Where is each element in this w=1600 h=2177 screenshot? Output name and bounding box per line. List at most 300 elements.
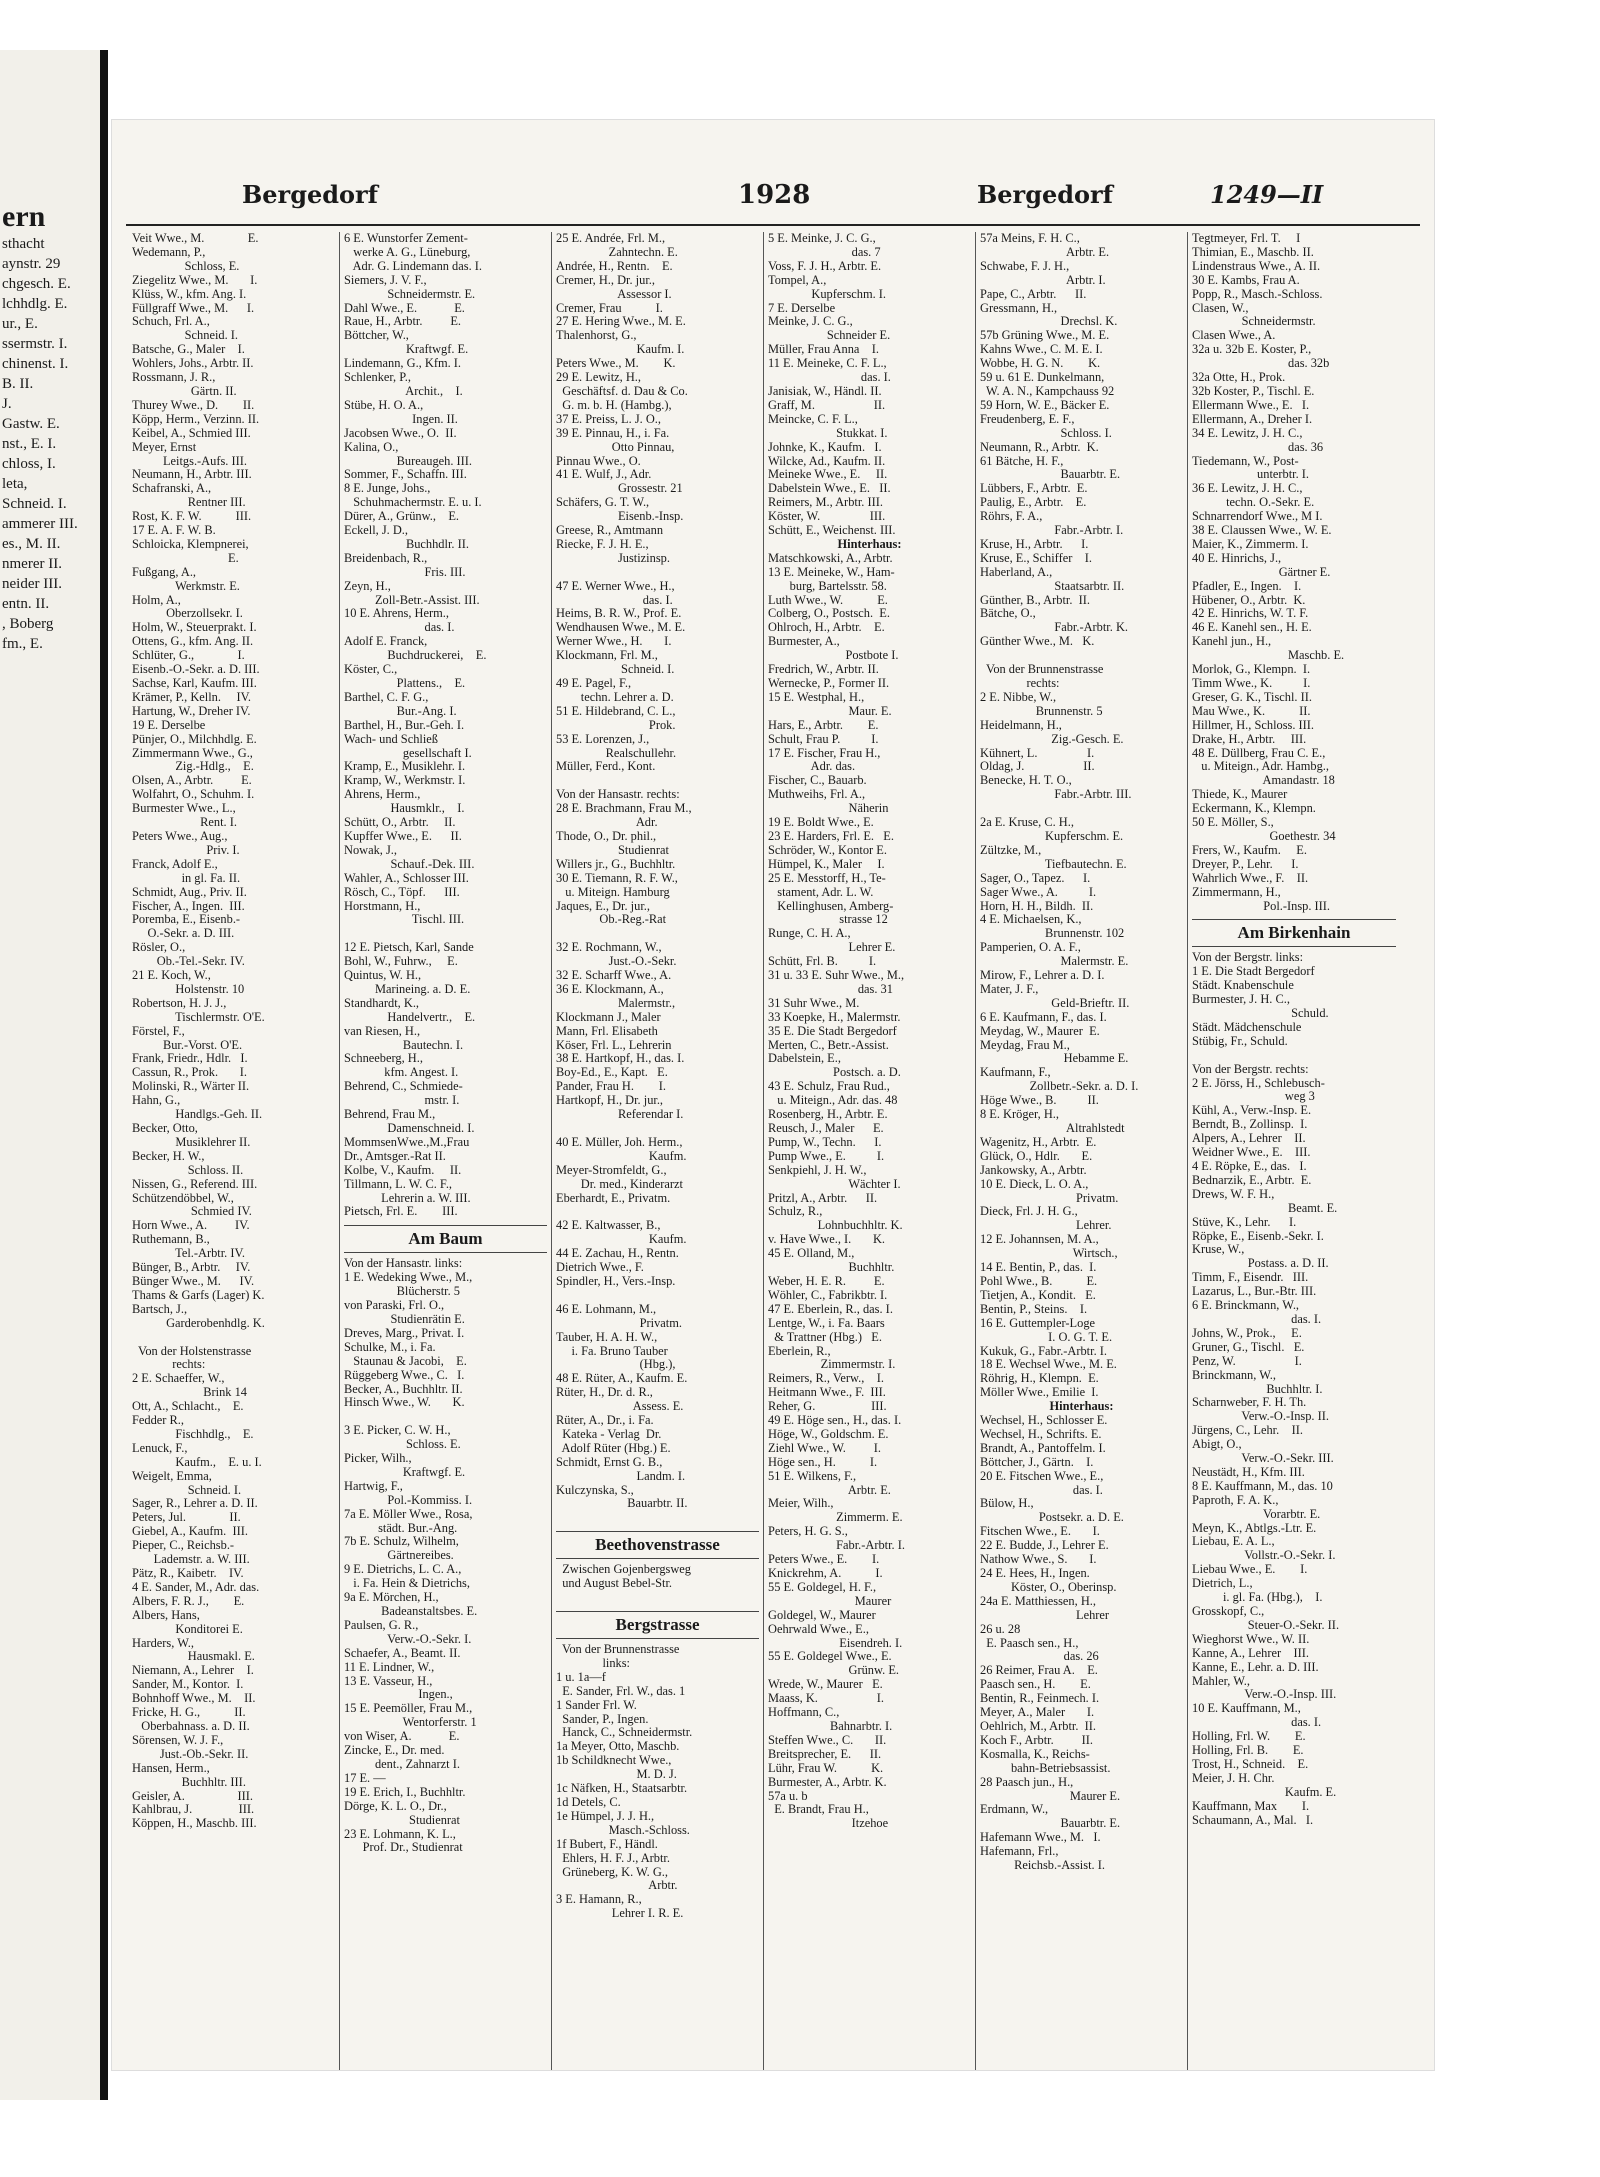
directory-entry: (Hbg.),: [556, 1358, 676, 1372]
directory-entry: Priv. I.: [132, 843, 240, 857]
directory-entry: Wolfahrt, O., Schuhm. I.: [132, 788, 255, 802]
directory-entry: 18 E. Wechsel Wwe., M. E.: [980, 1358, 1117, 1372]
directory-entry: das. I.: [768, 371, 891, 385]
directory-entry: 40 E. Müller, Joh. Herm.,: [556, 1135, 683, 1149]
directory-entry: Buchhdlr. II.: [344, 537, 469, 551]
directory-entry: Zoll-Betr.-Assist. III.: [344, 593, 480, 607]
directory-entry: M. D. J.: [556, 1768, 677, 1782]
directory-entry: Leitgs.-Aufs. III.: [132, 454, 247, 468]
directory-entry: Referendar I.: [556, 1108, 684, 1122]
directory-entry: Reichsb.-Assist. I.: [980, 1859, 1105, 1873]
strip-line: fm., E.: [2, 636, 43, 652]
directory-entry: [980, 802, 1183, 816]
directory-entry: Neumann, H., Arbtr. III.: [132, 468, 252, 482]
directory-entry: [556, 927, 759, 941]
directory-entry: Hahn, G.,: [132, 1094, 181, 1108]
directory-entry: 36 E. Klockmann, A.,: [556, 982, 664, 996]
directory-entry: 25 E. Messtorff, H., Te-: [768, 871, 886, 885]
directory-entry: 30 E. Kambs, Frau A.: [1192, 273, 1300, 287]
directory-entry: Breitsprecher, E. II.: [768, 1747, 882, 1761]
directory-entry: Masch.-Schloss.: [556, 1823, 690, 1837]
directory-entry: Jacobsen Wwe., O. II.: [344, 426, 457, 440]
directory-entry: Fischer, C., Bauarb.: [768, 774, 867, 788]
directory-entry: Johns, W., Prok., E.: [1192, 1326, 1302, 1340]
directory-entry: O.-Sekr. a. D. III.: [132, 927, 235, 941]
directory-entry: Krämer, P., Kelln. IV.: [132, 690, 252, 704]
directory-entry: Johnke, K., Kaufm. I.: [768, 440, 882, 454]
directory-entry: Mau Wwe., K. II.: [1192, 704, 1311, 718]
directory-entry: Just.-O.-Sekr.: [556, 955, 677, 969]
strip-line: B. II.: [2, 376, 34, 392]
directory-entry: [1192, 1049, 1396, 1063]
directory-entry: Archit., I.: [344, 384, 463, 398]
directory-entry: Buchhltr. III.: [132, 1775, 246, 1789]
directory-entry: Popp, R., Masch.-Schloss.: [1192, 287, 1323, 301]
directory-entry: Rösler, O.,: [132, 941, 186, 955]
directory-entry: Dabelstein Wwe., E. II.: [768, 482, 891, 496]
directory-entry: 51 E. Wilkens, F.,: [768, 1469, 857, 1483]
directory-entry: i. Fa. Bruno Tauber: [556, 1344, 668, 1358]
directory-entry: das. 7: [768, 245, 881, 259]
directory-entry: 44 E. Zachau, H., Rentn.: [556, 1247, 679, 1261]
directory-entry: Tiedemann, W., Post-: [1192, 454, 1299, 468]
header-rule: [126, 224, 1420, 226]
directory-entry: [980, 649, 1183, 663]
directory-entry: Adolf E. Franck,: [344, 635, 428, 649]
strip-line: ssermstr. I.: [2, 336, 68, 352]
directory-entry: Lademstr. a. W. III.: [132, 1553, 250, 1567]
directory-entry: 2 E. Schaeffer, W.,: [132, 1372, 225, 1386]
directory-entry: Wrede, W., Maurer E.: [768, 1678, 883, 1692]
directory-entry: Alpers, A., Lehrer II.: [1192, 1132, 1306, 1146]
directory-entry: 34 E. Lewitz, J. H. C.,: [1192, 426, 1303, 440]
directory-entry: [556, 1122, 759, 1136]
directory-entry: Von der Brunnenstrasse: [980, 663, 1104, 677]
directory-entry: in gl. Fa. II.: [132, 871, 241, 885]
strip-line: nmerer II.: [2, 556, 62, 572]
directory-entry: Bohnhoff Wwe., M. II.: [132, 1692, 256, 1706]
directory-entry: Eckermann, K., Klempn.: [1192, 802, 1316, 816]
page-header: [112, 180, 1434, 230]
directory-entry: weg 3: [1192, 1090, 1315, 1104]
directory-entry: Rossmann, J. R.,: [132, 371, 216, 385]
directory-entry: 19 E. Erich, I., Buchhltr.: [344, 1785, 466, 1799]
directory-entry: Schneider E.: [768, 329, 891, 343]
directory-entry: Zimmerm. E.: [768, 1511, 903, 1525]
directory-entry: 19 E. Derselbe: [132, 718, 206, 732]
directory-entry: Nowak, J.,: [344, 843, 397, 857]
directory-entry: Graff, M. II.: [768, 398, 886, 412]
directory-entry: Wirtsch.,: [980, 1247, 1118, 1261]
directory-entry: 1d Detels, C.: [556, 1795, 621, 1809]
directory-entry: Werkmstr. E.: [132, 579, 240, 593]
directory-entry: Schuld.: [1192, 1007, 1329, 1021]
directory-entry: Arbtr. E.: [980, 245, 1110, 259]
directory-entry: Städt. Mädchenschule: [1192, 1020, 1302, 1034]
directory-entry: Bartsch, J.,: [132, 1302, 188, 1316]
directory-entry: Rent. I.: [132, 816, 237, 830]
directory-entry: Damenschneid. I.: [344, 1122, 475, 1135]
directory-entry: 8 E. Junge, Johs.,: [344, 482, 431, 496]
directory-entry: Gärtner E.: [1192, 565, 1331, 579]
directory-entry: Meier, J. H. Chr.: [1192, 1771, 1275, 1785]
directory-entry: Kruse, E., Schiffer I.: [980, 551, 1092, 565]
directory-entry: Lehrer I. R. E.: [556, 1907, 684, 1921]
directory-entry: Paproth, F. A. K.,: [1192, 1493, 1279, 1507]
directory-entry: Fitschen Wwe., E. I.: [980, 1525, 1100, 1539]
directory-entry: Köster, O., Oberinsp.: [980, 1580, 1117, 1594]
directory-entry: Eisenb.-Insp.: [556, 510, 684, 524]
directory-entry: Günther, B., Arbtr. II.: [980, 593, 1090, 607]
directory-entry: Pünjer, O., Milchhdlg. E.: [132, 732, 257, 746]
directory-entry: Röhrs, F. A.,: [980, 510, 1043, 524]
directory-entry: Thurey Wwe., D. II.: [132, 398, 255, 412]
directory-entry: Kalina, O.,: [344, 440, 399, 454]
directory-entry: [344, 927, 547, 941]
street-heading: Am Baum: [344, 1225, 547, 1253]
directory-entry: Holstenstr. 10: [132, 982, 245, 996]
directory-entry: Adolf Rüter (Hbg.) E.: [556, 1441, 671, 1455]
directory-entry: 41 E. Wulf, J., Adr.: [556, 468, 652, 482]
directory-entry: Wilcke, Ad., Kaufm. II.: [768, 454, 886, 468]
directory-entry: Kupferschm. E.: [980, 829, 1124, 843]
directory-entry: [132, 1331, 335, 1345]
directory-entry: Otto Pinnau,: [556, 440, 675, 454]
directory-entry: Adr. G. Lindemann das. I.: [344, 259, 482, 273]
directory-entry: 55 E. Goldegel, H. F.,: [768, 1580, 877, 1594]
directory-entry: Janisiak, W., Händl. II.: [768, 384, 882, 398]
directory-entry: Bauarbtr. II.: [556, 1497, 688, 1511]
directory-entry: 28 E. Brachmann, Frau M.,: [556, 802, 692, 816]
directory-entry: Mater, J. F.,: [980, 982, 1039, 996]
directory-entry: 3 E. Hamann, R.,: [556, 1893, 642, 1907]
directory-entry: 23 E. Lohmann, K. L.,: [344, 1827, 456, 1841]
directory-entry: Konditorei E.: [132, 1622, 243, 1636]
directory-entry: Dr., Amtsger.-Rat II.: [344, 1149, 446, 1163]
directory-entry: 31 Suhr Wwe., M.: [768, 996, 860, 1010]
directory-entry: Wechsel, H., Schlosser E.: [980, 1414, 1108, 1428]
subsection-label: Hinterhaus:: [1049, 1400, 1114, 1414]
directory-entry: Wach- und Schließ: [344, 732, 438, 746]
directory-entry: u. Miteign., Adr. das. 48: [768, 1094, 898, 1108]
directory-entry: Rost, K. F. W. III.: [132, 510, 252, 524]
directory-entry: 2 E. Jörss, H., Schlebusch-: [1192, 1076, 1325, 1090]
strip-line: ammerer III.: [2, 516, 78, 532]
directory-entry: Handlgs.-Geh. II.: [132, 1108, 263, 1122]
directory-entry: Kramp, E., Musiklehr. I.: [344, 760, 466, 774]
directory-entry: Olsen, A., Arbtr. E.: [132, 774, 252, 788]
directory-entry: Schloicka, Klempnerei,: [132, 537, 249, 551]
directory-entry: Höge Wwe., B. II.: [980, 1094, 1099, 1108]
directory-entry: Schaumann, A., Mal. I.: [1192, 1813, 1314, 1827]
directory-entry: Klüss, W., kfm. Ang. I.: [132, 287, 247, 301]
directory-entry: Goldegel, W., Maurer: [768, 1608, 876, 1622]
directory-entry: Lohnbuchhltr. K.: [768, 1219, 903, 1233]
directory-entry: Bentin, R., Feinmech. I.: [980, 1692, 1100, 1706]
directory-entry: Zültzke, M.,: [980, 843, 1042, 857]
directory-entry: 26 u. 28: [980, 1622, 1021, 1636]
directory-entry: Peters, Jul. II.: [132, 1511, 241, 1525]
directory-entry: u. Miteign. Hamburg: [556, 885, 670, 899]
directory-entry: 32a Otte, H., Prok.: [1192, 371, 1286, 385]
directory-entry: Sörensen, W. J. F.,: [132, 1733, 224, 1747]
directory-entry: [344, 1410, 547, 1424]
directory-entry: Schmidt, Aug., Priv. II.: [132, 885, 247, 899]
directory-entry: Hafemann, Frl.,: [980, 1845, 1059, 1859]
directory-entry: Bautechn. I.: [344, 1038, 464, 1052]
directory-entry: Kanne, E., Lehr. a. D. III.: [1192, 1660, 1319, 1674]
directory-entry: Bur.-Ang. I.: [344, 704, 457, 718]
directory-entry: Malermstr.,: [556, 996, 676, 1010]
directory-entry: Gressmann, H.,: [980, 301, 1058, 315]
directory-entry: Schloss. II.: [132, 1163, 244, 1177]
directory-entry: Kupffer Wwe., E. II.: [344, 829, 462, 843]
directory-entry: Schauf.-Dek. III.: [344, 857, 475, 871]
directory-entry: Jürgens, C., Lehr. II.: [1192, 1424, 1303, 1438]
directory-entry: Schuhmachermstr. E. u. I.: [344, 496, 482, 510]
directory-entry: 4 E. Röpke, E., das. I.: [1192, 1160, 1307, 1173]
directory-entry: Hars, E., Arbtr. E.: [768, 718, 879, 732]
directory-entry: Bednarzik, E., Arbtr. E.: [1192, 1173, 1312, 1187]
directory-entry: Fris. III.: [344, 565, 466, 579]
directory-entry: Cremer, Frau I.: [556, 301, 663, 315]
directory-entry: 32a u. 32b E. Koster, P.,: [1192, 343, 1312, 357]
directory-entry: Holm, A.,: [132, 593, 181, 607]
directory-entry: Glück, O., Hdlr. E.: [980, 1149, 1093, 1163]
column-4: [764, 232, 976, 2070]
directory-entry: Realschullehr.: [556, 746, 677, 760]
directory-entry: Fricke, H. G., II.: [132, 1706, 246, 1720]
directory-entry: Lübbers, F., Arbtr. E.: [980, 482, 1088, 496]
directory-entry: Willers jr., G., Buchhltr.: [556, 857, 676, 871]
directory-entry: Muthweihs, Frl. A.,: [768, 788, 866, 802]
directory-entry: van Riesen, H.,: [344, 1024, 421, 1038]
directory-entry: Mirow, F., Lehrer a. D. I.: [980, 969, 1105, 983]
directory-entry: 14 E. Bentin, P., das. I.: [980, 1261, 1097, 1275]
directory-entry: Müller, Ferd., Kont.: [556, 760, 656, 774]
directory-entry: Eisendreh. I.: [768, 1636, 903, 1650]
directory-entry: Paulig, E., Arbtr. E.: [980, 496, 1087, 510]
directory-entry: Bahnarbtr. I.: [768, 1719, 893, 1733]
directory-entry: Kaufmann, F.,: [980, 1066, 1051, 1080]
directory-entry: 50 E. Möller, S.,: [1192, 816, 1274, 830]
directory-entry: Peters Wwe., Aug.,: [132, 829, 228, 843]
directory-entry: 29 E. Lewitz, H.,: [556, 371, 641, 385]
directory-entry: Bülow, H.,: [980, 1497, 1034, 1511]
directory-entry: Kraftwgf. E.: [344, 1465, 466, 1479]
directory-entry: Frank, Friedr., Hdlr. I.: [132, 1052, 248, 1066]
directory-entry: Liebau, E. A. L.,: [1192, 1535, 1275, 1549]
directory-entry: Dietrich, L.,: [1192, 1577, 1253, 1591]
directory-entry: Fußgang, A.,: [132, 565, 197, 579]
directory-entry: u. Miteign., Adr. Hambg.,: [1192, 760, 1329, 774]
directory-entry: Köppen, H., Maschb. III.: [132, 1817, 257, 1831]
directory-entry: Nissen, G., Referend. III.: [132, 1177, 258, 1191]
directory-entry: Kosmalla, K., Reichs-: [980, 1747, 1090, 1761]
directory-entry: Dreyer, P., Lehr. I.: [1192, 857, 1299, 871]
directory-entry: Von der Bergstr. links:: [1192, 951, 1304, 965]
directory-entry: Fischhdlg., E.: [132, 1427, 254, 1441]
directory-entry: G. m. b. H. (Hambg.),: [556, 398, 672, 412]
directory-entry: Klockmann, Frl. M.,: [556, 649, 658, 663]
directory-entry: Drews, W. F. H.,: [1192, 1187, 1275, 1201]
header-year: 1928: [738, 180, 811, 210]
directory-entry: Scharnweber, F. H. Th.: [1192, 1396, 1307, 1410]
directory-entry: Thams & Garfs (Lager) K.: [132, 1288, 265, 1302]
directory-entry: W. A. N., Kampchauss 92: [980, 384, 1115, 398]
directory-entry: Kolbe, V., Kaufm. II.: [344, 1163, 462, 1177]
directory-entry: Kaufm.: [556, 1149, 687, 1163]
directory-entry: & Trattner (Hbg.) E.: [768, 1330, 882, 1344]
directory-entry: Picker, Wilh.,: [344, 1452, 412, 1466]
directory-entry: Kellinghusen, Amberg-: [768, 899, 894, 913]
directory-entry: 24a E. Matthiessen, H.,: [980, 1594, 1096, 1608]
directory-entry: Kahns Wwe., C. M. E. I.: [980, 343, 1103, 357]
directory-entry: das. I.: [556, 593, 673, 607]
directory-entry: Wechsel, H., Schrifts. E.: [980, 1427, 1102, 1441]
directory-entry: Horn, H. H., Bildh. II.: [980, 899, 1094, 913]
directory-entry: 17 E. A. F. W. B.: [132, 524, 216, 538]
directory-entry: Stukkat. I.: [768, 426, 888, 440]
directory-entry: Kauffmann, Max I.: [1192, 1799, 1310, 1813]
directory-entry: 9a E. Mörchen, H.,: [344, 1591, 439, 1605]
directory-entry: Sander, P., Ingen.: [556, 1712, 649, 1726]
directory-entry: 10 E. Ahrens, Herm.,: [344, 607, 449, 621]
directory-entry: Goethestr. 34: [1192, 829, 1336, 843]
directory-entry: Pol.-Insp. III.: [1192, 899, 1331, 913]
directory-entry: das. 31: [768, 982, 893, 996]
directory-entry: Prok.: [556, 718, 676, 732]
directory-entry: Wieghorst Wwe., W. II.: [1192, 1632, 1310, 1646]
directory-entry: Schütt, Frl. B. I.: [768, 955, 877, 969]
directory-entry: 48 E. Rüter, A., Kaufm. E.: [556, 1372, 688, 1386]
directory-entry: 51 E. Hildebrand, C. L.,: [556, 704, 676, 718]
directory-entry: städt. Bur.-Ang.: [344, 1521, 458, 1535]
directory-entry: Schneeberg, H.,: [344, 1052, 423, 1066]
directory-entry: rechts:: [132, 1358, 206, 1372]
directory-entry: Böttcher, W.,: [344, 329, 409, 343]
directory-entry: Brunnenstr. 102: [980, 927, 1125, 941]
column-6: [1188, 232, 1400, 2070]
directory-entry: Bauarbtr. E.: [980, 1817, 1121, 1831]
directory-entry: Haberland, A.,: [980, 565, 1053, 579]
directory-entry: Buchdruckerei, E.: [344, 649, 487, 663]
directory-entry: Maur. E.: [768, 704, 892, 718]
directory-entry: Steuer-O.-Sekr. II.: [1192, 1618, 1340, 1632]
directory-entry: Voss, F. J. H., Arbtr. E.: [768, 259, 882, 273]
directory-entry: Pump Wwe., E. I.: [768, 1149, 885, 1163]
directory-entry: Dörge, K. L. O., Dr.,: [344, 1799, 447, 1813]
directory-entry: Hausmakl. E.: [132, 1650, 255, 1664]
directory-entry: von Paraski, Frl. O.,: [344, 1299, 445, 1313]
directory-entry: Handelvertr., E.: [344, 1010, 476, 1024]
directory-entry: Dietrich Wwe., F.: [556, 1261, 644, 1275]
directory-entry: 16 E. Guttempler-Loge: [980, 1316, 1096, 1330]
directory-entry: Köster, C.,: [344, 663, 398, 677]
directory-entry: Zincke, E., Dr. med.: [344, 1744, 445, 1758]
directory-entry: 32b Koster, P., Tischl. E.: [1192, 384, 1315, 398]
directory-entry: Pieper, C., Reichsb.-: [132, 1539, 235, 1553]
directory-entry: [556, 1591, 759, 1605]
directory-entry: Batsche, G., Maler I.: [132, 343, 245, 357]
directory-entry: Lühr, Frau W. K.: [768, 1761, 884, 1775]
directory-entry: I. O. G. T. E.: [980, 1330, 1113, 1344]
directory-entry: Marineing. a. D. E.: [344, 982, 471, 996]
directory-entry: Dreves, Marg., Privat. I.: [344, 1326, 465, 1340]
directory-entry: [556, 774, 759, 788]
directory-entry: Schmied IV.: [132, 1205, 252, 1219]
directory-entry: 4 E. Sander, M., Adr. das.: [132, 1580, 260, 1594]
strip-line: es., M. II.: [2, 536, 61, 552]
directory-entry: 32 E. Rochmann, W.,: [556, 941, 662, 955]
directory-entry: Timm, F., Eisendr. III.: [1192, 1271, 1309, 1285]
directory-entry: Zwischen Gojenbergsweg: [556, 1563, 692, 1577]
directory-entry: Assess. E.: [556, 1400, 684, 1414]
directory-entry: Fredrich, W., Arbtr. II.: [768, 663, 879, 677]
directory-entry: 17 E. Fischer, Frau H.,: [768, 746, 881, 760]
directory-entry: Näherin: [768, 802, 889, 816]
directory-entry: Kanne, A., Lehrer III.: [1192, 1646, 1309, 1660]
directory-entry: 57a Meins, F. H. C.,: [980, 232, 1080, 245]
directory-entry: Kulczynska, S.,: [556, 1483, 634, 1497]
directory-entry: Wagenitz, H., Arbtr. E.: [980, 1135, 1097, 1149]
directory-entry: Kateka - Verlag Dr.: [556, 1427, 662, 1441]
directory-entry: stament, Adr. L. W.: [768, 885, 874, 899]
directory-entry: Grosskopf, C.,: [1192, 1605, 1265, 1618]
strip-line: lchhdlg. E.: [2, 296, 68, 312]
directory-entry: Hafemann Wwe., M. I.: [980, 1831, 1101, 1845]
directory-entry: Vorarbtr. E.: [1192, 1507, 1321, 1521]
directory-entry: das. 26: [980, 1650, 1099, 1664]
directory-entry: Nathow Wwe., S. I.: [980, 1553, 1097, 1567]
directory-entry: Sager, R., Lehrer a. D. II.: [132, 1497, 258, 1511]
directory-entry: das. I.: [1192, 1312, 1322, 1326]
directory-entry: Heims, B. R. W., Prof. E.: [556, 607, 682, 621]
column-2: [340, 232, 552, 2070]
directory-entry: Harders, W.,: [132, 1636, 194, 1650]
directory-entry: Tillmann, L. W. C. F.,: [344, 1177, 453, 1191]
street-heading: Am Birkenhain: [1192, 919, 1396, 947]
directory-entry: Postsekr. a. D. E.: [980, 1511, 1124, 1525]
directory-entry: Fabr.-Arbtr. K.: [980, 621, 1128, 635]
directory-entry: Staunau & Jacobi, E.: [344, 1354, 467, 1368]
directory-entry: 23 E. Harders, Frl. E. E.: [768, 829, 894, 843]
directory-entry: das. 36: [1192, 440, 1324, 454]
directory-entry: 1f Bubert, F., Händl.: [556, 1837, 658, 1851]
directory-entry: Postass. a. D. II.: [1192, 1257, 1329, 1271]
directory-entry: Schützendöbbel, W.,: [132, 1191, 234, 1205]
directory-entry: Paasch sen., H. E.: [980, 1678, 1091, 1692]
directory-entry: Koch F., Arbtr. II.: [980, 1733, 1093, 1747]
directory-entry: 4 E. Michaelsen, K.,: [980, 913, 1082, 927]
directory-entry: Wächter I.: [768, 1177, 901, 1191]
directory-entry: Röhrig, H., Klempn. E.: [980, 1372, 1099, 1386]
directory-entry: Möller Wwe., Emilie I.: [980, 1386, 1099, 1400]
directory-entry: Thode, O., Dr. phil.,: [556, 829, 657, 843]
directory-entry: Ellermann, A., Dreher I.: [1192, 412, 1313, 426]
directory-entry: Ott, A., Schlacht., E.: [132, 1400, 244, 1414]
directory-entry: Maschb. E.: [1192, 649, 1345, 663]
directory-entry: Kruse, H., Arbtr. I.: [980, 537, 1089, 551]
directory-entry: Burmester, A., Arbtr. K.: [768, 1775, 887, 1789]
directory-entry: Rüggeberg Wwe., C. I.: [344, 1368, 465, 1382]
directory-entry: 37 E. Preiss, L. J. O.,: [556, 412, 661, 426]
directory-entry: Drake, H., Arbtr. III.: [1192, 732, 1307, 746]
directory-entry: Werner Wwe., H. I.: [556, 635, 672, 649]
directory-entry: 24 E. Hees, H., Ingen.: [980, 1567, 1090, 1580]
directory-entry: Reusch, J., Maler E.: [768, 1122, 884, 1135]
directory-entry: Assessor I.: [556, 287, 672, 301]
